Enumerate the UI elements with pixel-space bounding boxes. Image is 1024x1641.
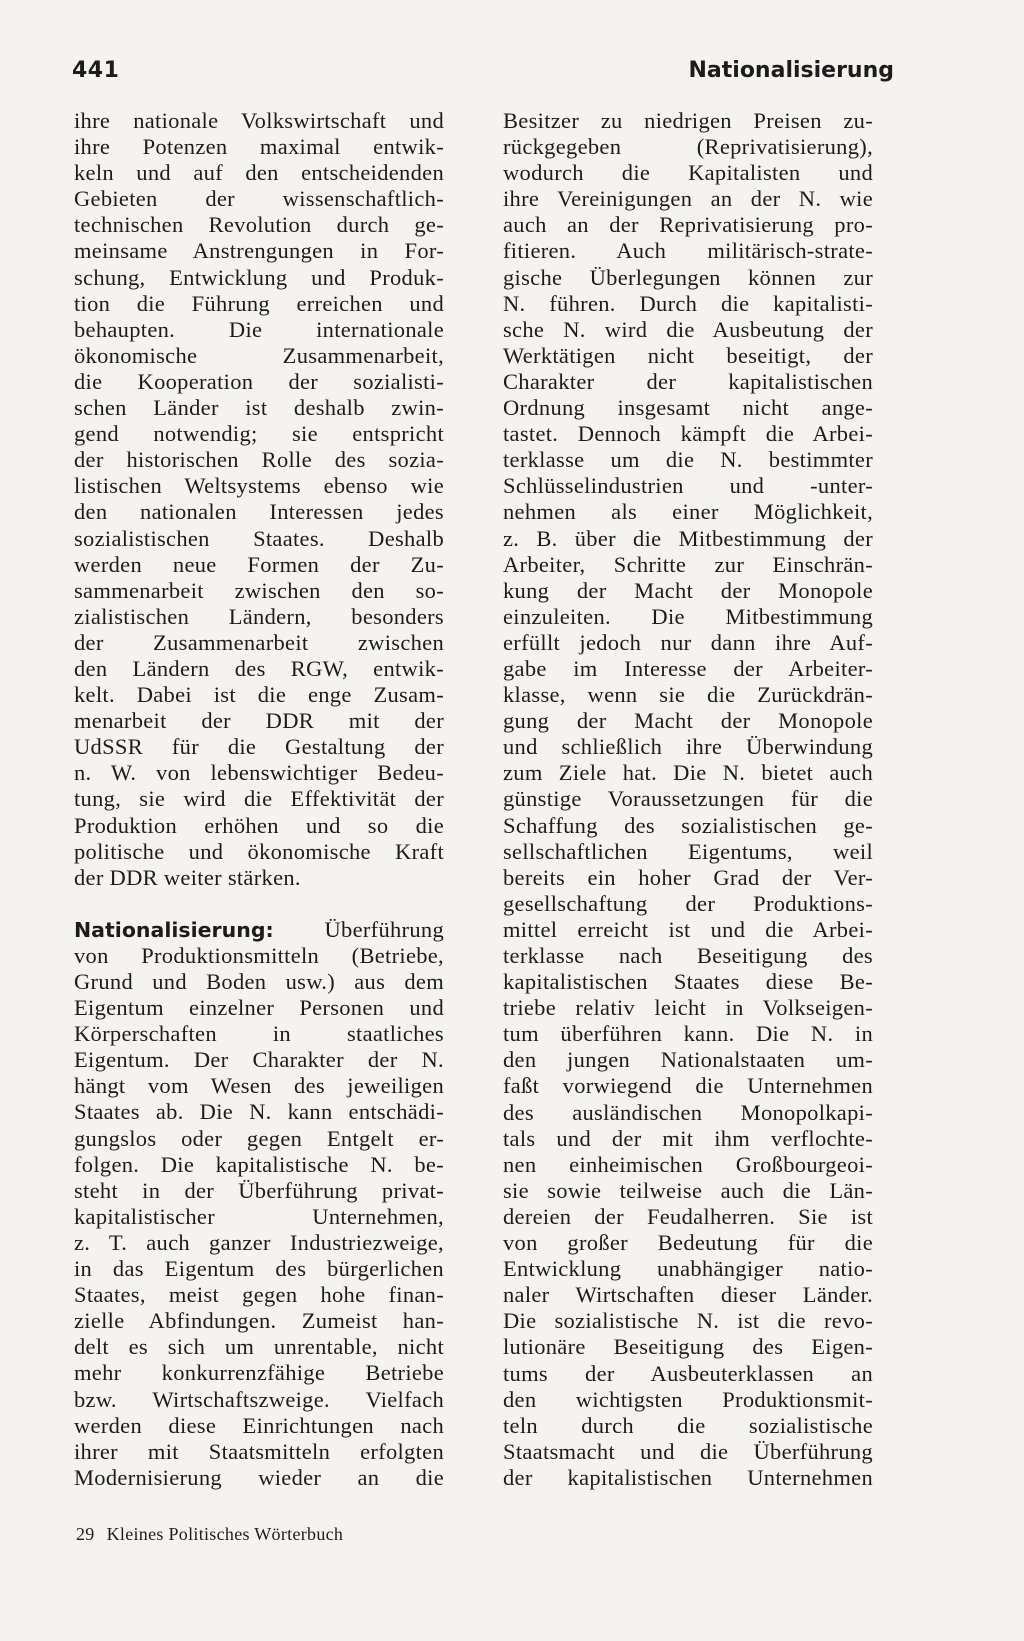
text-line: mehr konkurrenzfähige Betriebe (74, 1360, 444, 1386)
text-line: fitieren. Auch militärisch-strate- (503, 238, 873, 264)
text-line: werden neue Formen der Zu- (74, 551, 444, 577)
text-line: tum überführen kann. Die N. in (503, 1021, 873, 1047)
text-line: terklasse um die N. bestimmter (503, 447, 873, 473)
text-line: Eigentum einzelner Personen und (74, 995, 444, 1021)
text-line: hängt vom Wesen des jeweiligen (74, 1073, 444, 1099)
text-line: Entwicklung unabhängiger natio- (503, 1256, 873, 1282)
text-line: zielle Abfindungen. Zumeist han- (74, 1308, 444, 1334)
text-line: gung der Macht der Monopole (503, 708, 873, 734)
text-line: ihre Vereinigungen an der N. wie (503, 186, 873, 212)
text-line: und schließlich ihre Überwindung (503, 734, 873, 760)
text-line: Eigentum. Der Charakter der N. (74, 1047, 444, 1073)
text-line: sche N. wird die Ausbeutung der (503, 316, 873, 342)
text-line: folgen. Die kapitalistische N. be- (74, 1151, 444, 1177)
text-line: kapitalistischer Unternehmen, (74, 1203, 444, 1229)
text-line: den wichtigsten Produktionsmit- (503, 1386, 873, 1412)
entry-first-line-text: Überführung (324, 916, 444, 942)
text-line: Besitzer zu niedrigen Preisen zu- (503, 108, 873, 133)
text-line: den jungen Nationalstaaten um- (503, 1047, 873, 1073)
text-line: UdSSR für die Gestaltung der (74, 734, 444, 760)
text-line: günstige Voraussetzungen für die (503, 786, 873, 812)
text-line: n. W. von lebenswichtiger Bedeu- (74, 760, 444, 786)
text-line: ökonomische Zusammenarbeit, (74, 342, 444, 368)
right-column (503, 108, 873, 1491)
text-line: meinsame Anstrengungen in For- (74, 238, 444, 264)
text-line: z. T. auch ganzer Industriezweige, (74, 1229, 444, 1255)
text-line: gesellschaftung der Produktions- (503, 890, 873, 916)
text-line: terklasse nach Beseitigung des (503, 943, 873, 968)
text-line: kelt. Dabei ist die enge Zusam- (74, 682, 444, 708)
text-line: Körperschaften in staatliches (74, 1021, 444, 1047)
text-line: tion die Führung erreichen und (74, 290, 444, 316)
text-line: ihre nationale Volkswirtschaft und (74, 108, 444, 133)
text-line: sammenarbeit zwischen den so- (74, 577, 444, 603)
book-title: Kleines Politisches Wörterbuch (106, 1524, 344, 1544)
text-line: tastet. Dennoch kämpft die Arbei- (503, 421, 873, 447)
text-line: von großer Bedeutung für die (503, 1230, 873, 1256)
text-line: schen Länder ist deshalb zwin- (74, 395, 444, 421)
text-line: Die sozialistische N. ist die revo- (503, 1308, 873, 1334)
text-line: Arbeiter, Schritte zur Einschrän- (503, 551, 873, 577)
text-line: wodurch die Kapitalisten und (503, 160, 873, 186)
text-line: Modernisierung wieder an die (74, 1464, 444, 1490)
text-line: schung, Entwicklung und Produk- (74, 264, 444, 290)
signature-number: 29 (76, 1524, 95, 1544)
text-line: klasse, wenn sie die Zurückdrän- (503, 682, 873, 708)
text-line: nen einheimischen Großbourgeoi- (503, 1151, 873, 1177)
left-column (74, 108, 444, 1491)
text-line: behaupten. Die internationale (74, 316, 444, 342)
text-line: von Produktionsmitteln (Betriebe, (74, 942, 444, 968)
text-line: ihre Potenzen maximal entwik- (74, 134, 444, 160)
entry-first-line (74, 917, 444, 943)
text-line: delt es sich um unrentable, nicht (74, 1334, 444, 1360)
text-line: der DDR weiter stärken. (74, 864, 301, 890)
text-line: menarbeit der DDR mit der (74, 708, 444, 734)
page-number: 441 (72, 58, 120, 83)
text-line: politische und ökonomische Kraft (74, 838, 444, 864)
text-line: auch an der Reprivatisierung pro- (503, 212, 873, 238)
text-line: kapitalistischen Staates diese Be- (503, 969, 873, 995)
text-line: Ordnung insgesamt nicht ange- (503, 395, 873, 421)
running-title: Nationalisierung (688, 58, 894, 83)
text-line: tung, sie wird die Effektivität der (74, 786, 444, 812)
text-line: bzw. Wirtschaftszweige. Vielfach (74, 1386, 444, 1412)
text-line: Schaffung des sozialistischen ge- (503, 812, 873, 838)
text-line: kung der Macht der Monopole (503, 577, 873, 603)
text-line: der historischen Rolle des sozia- (74, 447, 444, 473)
text-line: gabe im Interesse der Arbeiter- (503, 655, 873, 681)
text-line: technischen Revolution durch ge- (74, 212, 444, 238)
text-line: tums der Ausbeuterklassen an (503, 1360, 873, 1386)
text-line: sozialistischen Staates. Deshalb (74, 525, 444, 551)
text-line: den Ländern des RGW, entwik- (74, 655, 444, 681)
text-line: nehmen als einer Möglichkeit, (503, 499, 873, 525)
text-line: naler Wirtschaften dieser Länder. (503, 1282, 873, 1308)
text-line: sie sowie teilweise auch die Län- (503, 1177, 873, 1203)
text-line: lutionäre Beseitigung des Eigen- (503, 1334, 873, 1360)
entry-continuation-text (74, 108, 444, 891)
text-line: Charakter der kapitalistischen (503, 368, 873, 394)
text-line: werden diese Einrichtungen nach (74, 1412, 444, 1438)
text-line: erfüllt jedoch nur dann ihre Auf- (503, 629, 873, 655)
text-line: zum Ziele hat. Die N. bietet auch (503, 760, 873, 786)
footer-signature (76, 1524, 343, 1545)
text-line: N. führen. Durch die kapitalisti- (503, 290, 873, 316)
text-line: Grund und Boden usw.) aus dem (74, 969, 444, 994)
text-line: mittel erreicht ist und die Arbei- (503, 916, 873, 942)
text-line: Staates ab. Die N. kann entschädi- (74, 1099, 444, 1125)
text-line: gische Überlegungen können zur (503, 264, 873, 290)
text-line: keln und auf den entscheidenden (74, 160, 444, 186)
text-line: Staatsmacht und die Überführung (503, 1438, 873, 1464)
text-line: bereits ein hoher Grad der Ver- (503, 864, 873, 890)
text-line: Schlüsselindustrien und -unter- (503, 473, 873, 499)
entry-nationalisierung-text (74, 943, 444, 1491)
text-line: gend notwendig; sie entspricht (74, 421, 444, 447)
text-line: teln durch die sozialistische (503, 1412, 873, 1438)
text-line: der Zusammenarbeit zwischen (74, 629, 444, 655)
paragraph-gap (74, 891, 444, 917)
text-line: zialistischen Ländern, besonders (74, 603, 444, 629)
text-line: gungslos oder gegen Entgelt er- (74, 1125, 444, 1151)
text-line: Produktion erhöhen und so die (74, 812, 444, 838)
text-line: dereien der Feudalherren. Sie ist (503, 1203, 873, 1229)
entry-heading: Nationalisierung: (74, 917, 274, 942)
text-line: z. B. über die Mitbestimmung der (503, 525, 873, 551)
text-line: der kapitalistischen Unternehmen (503, 1464, 873, 1490)
text-line: Staates, meist gegen hohe finan- (74, 1282, 444, 1308)
text-line: Werktätigen nicht beseitigt, der (503, 342, 873, 368)
text-line: die Kooperation der sozialisti- (74, 368, 444, 394)
entry-nationalisierung-continued (503, 108, 873, 1491)
text-line: ihrer mit Staatsmitteln erfolgten (74, 1438, 444, 1464)
text-line: einzuleiten. Die Mitbestimmung (503, 603, 873, 629)
text-line: Gebieten der wissenschaftlich- (74, 186, 444, 212)
text-line: faßt vorwiegend die Unternehmen (503, 1073, 873, 1099)
text-line: steht in der Überführung privat- (74, 1177, 444, 1203)
text-line: in das Eigentum des bürgerlichen (74, 1256, 444, 1282)
text-line: tals und der mit ihm verflochte- (503, 1125, 873, 1151)
text-line: den nationalen Interessen jedes (74, 499, 444, 525)
text-line: sellschaftlichen Eigentums, weil (503, 838, 873, 864)
text-line: des ausländischen Monopolkapi- (503, 1099, 873, 1125)
text-line: rückgegeben (Reprivatisierung), (503, 134, 873, 160)
text-line: listischen Weltsystems ebenso wie (74, 473, 444, 499)
text-line: triebe relativ leicht in Volkseigen- (503, 995, 873, 1021)
